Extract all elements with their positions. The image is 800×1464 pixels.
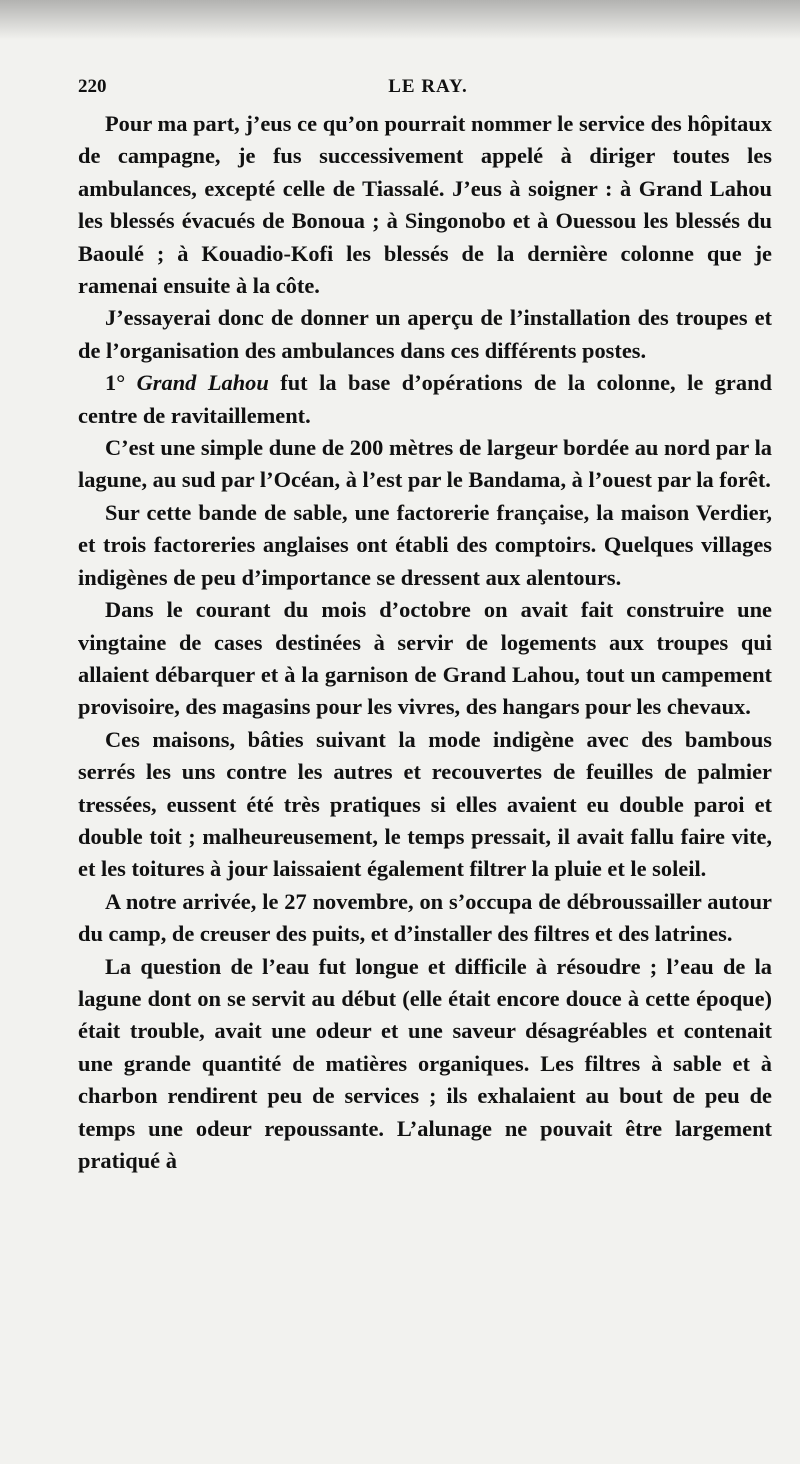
running-title: LE RAY. — [388, 76, 468, 97]
paragraph: C’est une simple dune de 200 mètres de largeur bordée au nord par la lagune, au sud par l’Océan, à l’est par le Bandama, à l’ouest par la forêt. — [78, 435, 772, 493]
paragraph: A notre arrivée, le 27 novembre, on s’occupa de débroussailler autour du camp, de creuser des puits, et d’installer des filtres et des latrines. — [78, 888, 772, 947]
page-number: 220 — [78, 76, 107, 97]
paragraph-grand-lahou — [78, 367, 772, 432]
page-body — [78, 108, 772, 1177]
paragraph: La question de l’eau fut longue et difficile à résoudre ; l’eau de la lagune dont on se servit au début (elle était encore douce à cette époque) était trouble, avait une odeur et une saveur désagréables et contenait une grande quantité de matières organiques. Les filtres à sable et à charbon rendirent peu de services ; ils exhalaient au bout de peu de temps une odeur repoussante. L’alunage ne pouvait être largement pratiqué à — [78, 953, 772, 1173]
page-header — [78, 76, 778, 104]
paragraph-prefix: 1° — [105, 370, 137, 396]
place-name-italic: Grand Lahou — [136, 370, 269, 396]
page-edge-shadow — [0, 0, 800, 40]
paragraph: Sur cette bande de sable, une factorerie française, la maison Verdier, et trois factoreries anglaises ont établi des comptoirs. Quelques villages indigènes de peu d’importance se dressent aux alentours. — [78, 499, 772, 590]
paragraph: Pour ma part, j’eus ce qu’on pourrait nommer le service des hôpitaux de campagne, je fus successivement appelé à diriger toutes les ambulances, excepté celle de Tiassalé. J’eus à soigner : à Grand Lahou les blessés évacués de Bonoua ; à Singonobo et à Ouessou les blessés du Baoulé ; à Kouadio-Kofi les blessés de la dernière colonne que je ramenai ensuite à la côte. — [78, 111, 772, 299]
paragraph: Dans le courant du mois d’octobre on avait fait construire une vingtaine de cases destinées à servir de logements aux troupes qui allaient débarquer et à la garnison de Grand Lahou, tout un campement provisoire, des magasins pour les vivres, des hangars pour les chevaux. — [78, 597, 772, 720]
paragraph: J’essayerai donc de donner un aperçu de l’installation des troupes et de l’organisation des ambulances dans ces différents postes. — [78, 305, 772, 363]
paragraph: Ces maisons, bâties suivant la mode indigène avec des bambous serrés les uns contre les autres et recouvertes de feuilles de palmier tressées, eussent été très pratiques si elles avaient eu double paroi et double toit ; malheureusement, le temps pressait, il avait fallu faire vite, et les toitures à jour laissaient également filtrer la pluie et le soleil. — [78, 726, 772, 882]
paragraph-rest: fut la base d’opérations de la colonne, le grand centre de ravitaillement. — [78, 370, 772, 428]
